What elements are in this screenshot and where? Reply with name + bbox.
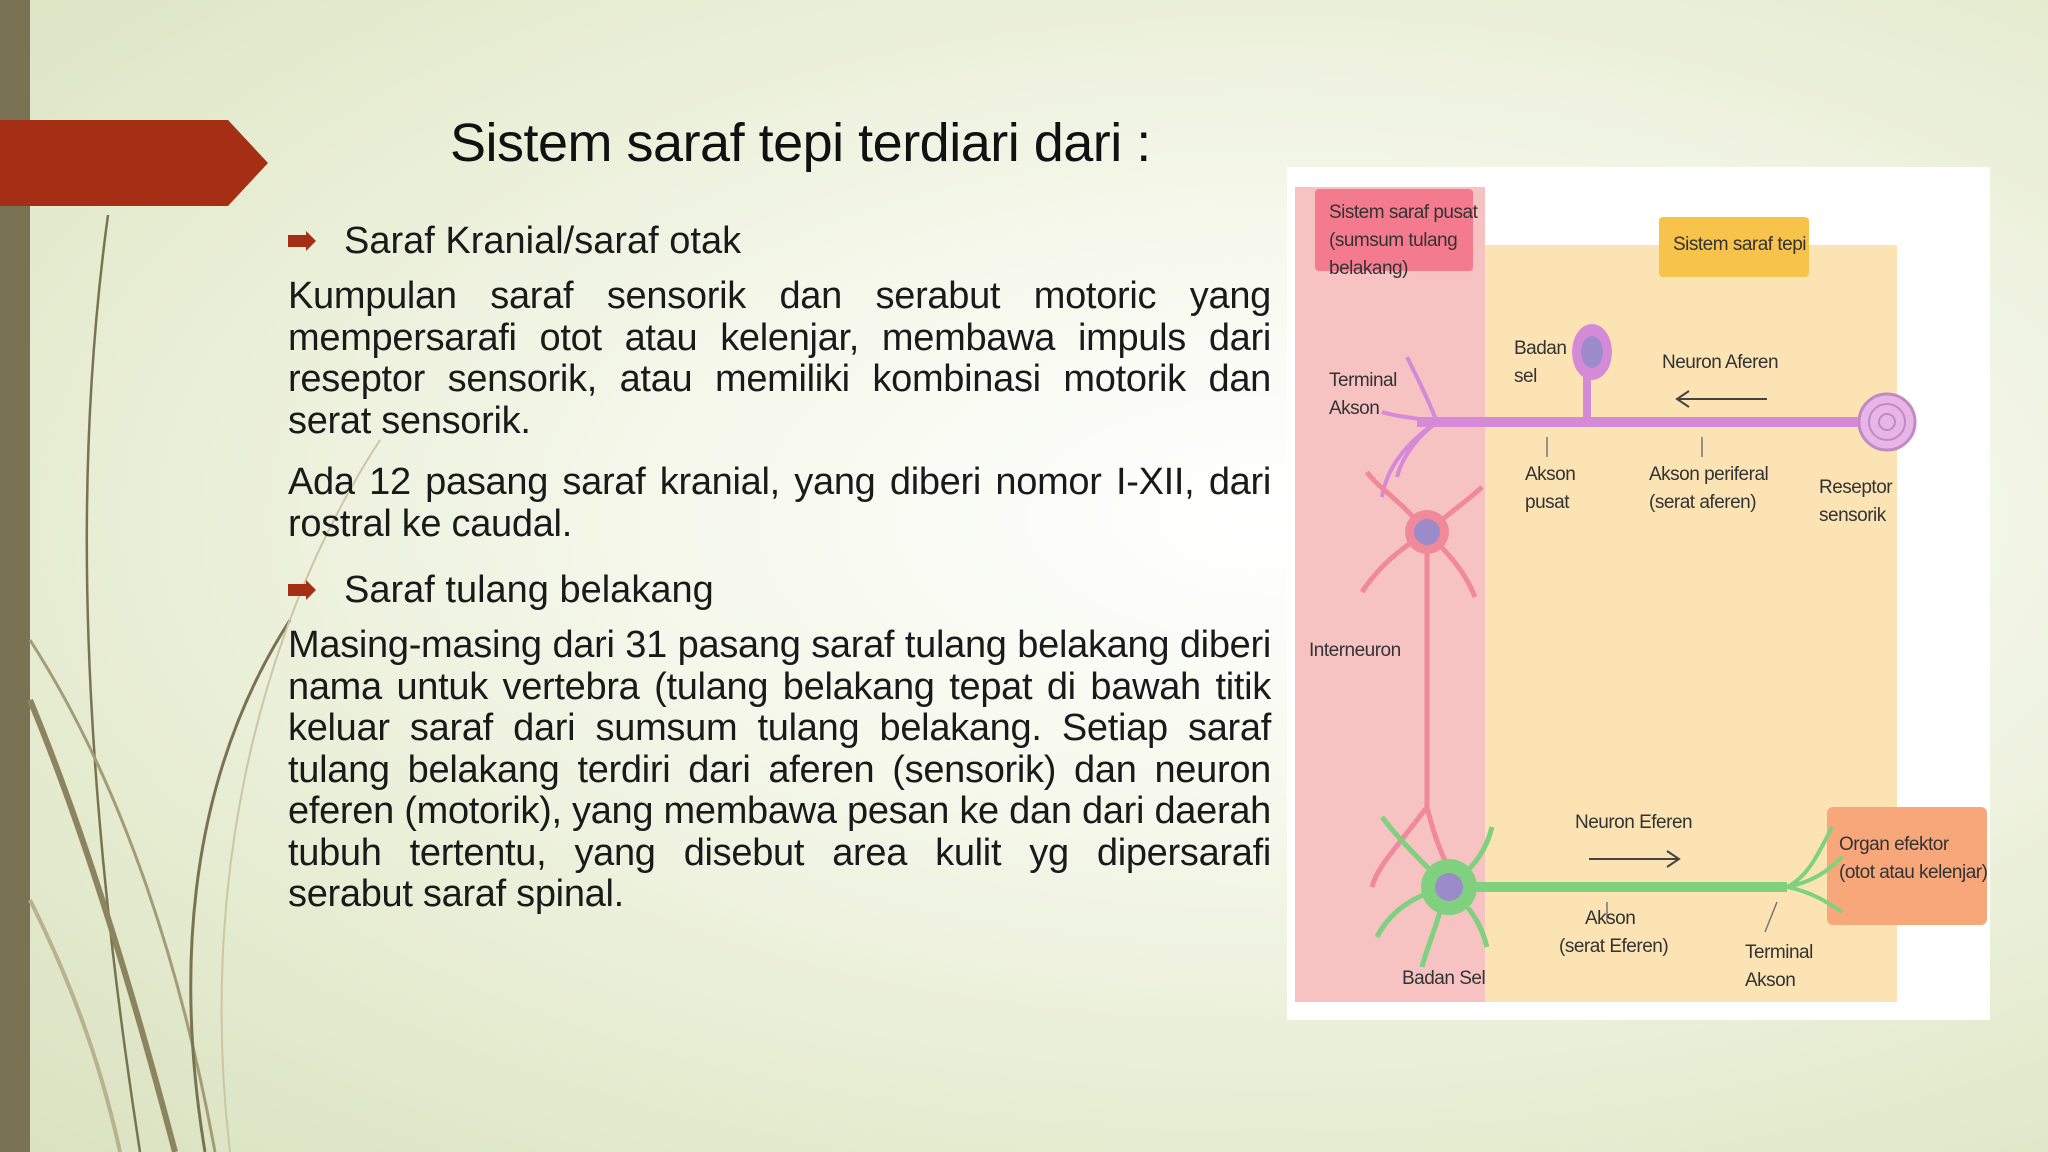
- arrow-bullet-icon: [288, 580, 344, 600]
- akson-pusat-line2: pusat: [1525, 492, 1569, 513]
- akson-pusat-line1: Akson: [1525, 464, 1576, 485]
- cns-label-line3: belakang): [1329, 258, 1408, 279]
- slide-title: Sistem saraf tepi terdiari dari :: [450, 113, 1151, 173]
- bullet-item-spinal: [288, 565, 1271, 615]
- title-arrow-shape: [0, 120, 268, 206]
- terminal-akson-bottom-line1: Terminal: [1745, 942, 1813, 963]
- akson-periferal-line2: (serat aferen): [1649, 492, 1757, 513]
- bullet-item-cranial: [288, 216, 1271, 266]
- nervous-system-diagram: [1287, 167, 1990, 1020]
- organ-efektor-line1: Organ efektor: [1839, 834, 1949, 855]
- neuron-eferen-label: Neuron Eferen: [1575, 812, 1693, 833]
- pns-label: Sistem saraf tepi: [1673, 234, 1806, 255]
- reseptor-line1: Reseptor: [1819, 477, 1893, 498]
- interneuron-label: Interneuron: [1309, 640, 1401, 661]
- terminal-akson-bottom-line2: Akson: [1745, 970, 1796, 991]
- badan-sel-top-line1: Badan: [1514, 338, 1567, 359]
- badan-sel-top-line2: sel: [1514, 366, 1537, 387]
- cns-label-line2: (sumsum tulang: [1329, 230, 1458, 251]
- neuron-aferen-label: Neuron Aferen: [1662, 352, 1779, 373]
- reseptor-line2: sensorik: [1819, 505, 1886, 526]
- organ-efektor-line2: (otot atau kelenjar): [1839, 862, 1988, 883]
- cns-label-line1: Sistem saraf pusat: [1329, 202, 1478, 223]
- badan-sel-bottom-label: Badan Sel: [1402, 968, 1486, 989]
- akson-periferal-line1: Akson periferal: [1649, 464, 1769, 485]
- sensory-receptor: [1859, 394, 1915, 450]
- akson-eferen-line1: Akson: [1585, 908, 1636, 929]
- paragraph-spinal-desc: Masing-masing dari 31 pasang saraf tulang belakang diberi nama untuk vertebra (tulang belakang tepat di bawah titik keluar saraf dari sumsum tulang belakang. Setiap saraf tulang belakang terdiri dari aferen (sensorik) dan neuron eferen (motorik), yang membawa pesan ke dan dari daerah tubuh tertentu, yang disebut area kulit yg dipersarafi serabut saraf spinal.: [288, 624, 1271, 915]
- paragraph-cranial-count: Ada 12 pasang saraf kranial, yang diberi nomor I-XII, dari rostral ke caudal.: [288, 461, 1271, 545]
- arrow-bullet-icon: [288, 231, 344, 251]
- terminal-akson-top-line1: Terminal: [1329, 370, 1397, 391]
- akson-eferen-line2: (serat Eferen): [1559, 936, 1669, 957]
- paragraph-cranial-desc: Kumpulan saraf sensorik dan serabut motoric yang mempersarafi otot atau kelenjar, membawa impuls dari reseptor sensorik, atau memiliki kombinasi motorik dan serat sensorik.: [288, 275, 1271, 442]
- bullet-label: Saraf Kranial/saraf otak: [344, 219, 742, 262]
- content-area: [288, 216, 1271, 936]
- terminal-akson-top-line2: Akson: [1329, 398, 1380, 419]
- bullet-label: Saraf tulang belakang: [344, 568, 714, 611]
- diagram-graphics: [1287, 167, 1990, 1020]
